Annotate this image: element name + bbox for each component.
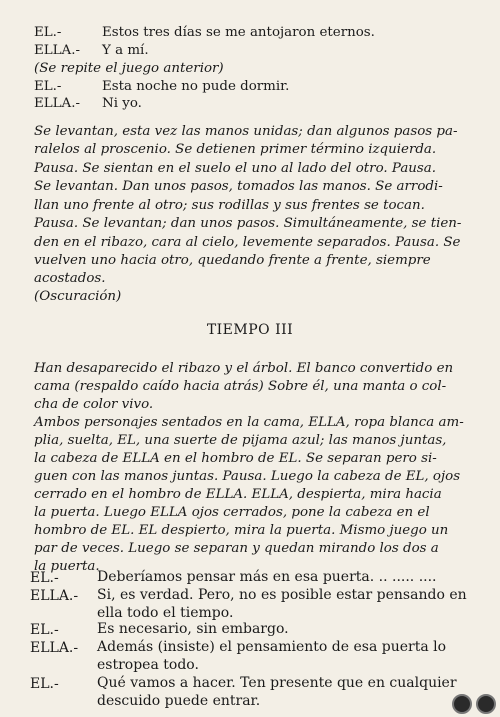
dialogue-line: Qué vamos a hacer. Ten presente que en cualquier: [97, 675, 457, 691]
stage-direction-line: plia, suelta, EL, una suerte de pijama azul; las manos juntas,: [34, 433, 447, 448]
stage-direction-line: Se levantan. Dan unos pasos, tomados las manos. Se arrodi-: [34, 179, 443, 194]
dialogue-line: Ni yo.: [102, 96, 142, 111]
dialogue-stage-note: (Se repite el juego anterior): [34, 61, 224, 76]
stage-direction-line: guen con las manos juntas. Pausa. Luego la cabeza de EL, ojos: [34, 469, 461, 484]
speaker-label: ELLA.-: [30, 640, 79, 656]
stage-direction-line: den en el ribazo, cara al cielo, levemente separados. Pausa. Se: [34, 235, 461, 250]
stage-direction-line: la puerta.: [34, 559, 100, 574]
dialogue-line: ella todo el tiempo.: [97, 605, 234, 621]
corner-dot-icon: [452, 694, 472, 714]
dialogue-line: Y a mí.: [102, 43, 149, 58]
stage-direction-line: Se levantan, esta vez las manos unidas; dan algunos pasos pa-: [34, 124, 458, 139]
stage-direction-line: cama (respaldo caído hacia atrás) Sobre él, una manta o col-: [34, 379, 447, 394]
dialogue-line: Estos tres días se me antojaron eternos.: [102, 25, 375, 40]
stage-direction-line: Pausa. Se levantan; dan unos pasos. Simultáneamente, se tien-: [34, 216, 462, 231]
stage-direction-line: Han desaparecido el ribazo y el árbol. El banco convertido en: [34, 361, 454, 376]
stage-direction-line: cha de color vivo.: [34, 397, 154, 412]
stage-direction-line: ralelos al proscenio. Se detienen primer término izquierda.: [34, 142, 437, 157]
stage-direction-line: la cabeza de ELLA en el hombro de EL. Se separan pero si-: [34, 451, 437, 466]
stage-direction-line: cerrado en el hombro de ELLA. ELLA, despierta, mira hacia: [34, 487, 442, 502]
speaker-label: EL.-: [30, 570, 59, 586]
dialogue-line: Es necesario, sin embargo.: [97, 621, 289, 637]
speaker-label: ELLA.-: [34, 96, 81, 111]
stage-direction-line: par de veces. Luego se separan y quedan mirando los dos a: [34, 541, 439, 556]
stage-direction-line: la puerta. Luego ELLA ojos cerrados, pone la cabeza en el: [34, 505, 430, 520]
stage-direction-line: vuelven uno hacia otro, quedando frente a frente, siempre: [34, 253, 431, 268]
stage-direction-line: acostados.: [34, 271, 106, 286]
dialogue-line: Esta noche no pude dormir.: [102, 79, 290, 94]
speaker-label: EL.-: [30, 622, 59, 638]
section-heading: TIEMPO III: [206, 322, 294, 338]
dialogue-line: Si, es verdad. Pero, no es posible estar pensando en: [97, 587, 467, 603]
dialogue-line: estropea todo.: [97, 657, 199, 673]
speaker-label: EL.-: [34, 25, 62, 40]
speaker-label: EL.-: [34, 79, 62, 94]
stage-direction-line: hombro de EL. EL despierto, mira la puerta. Mismo juego un: [34, 523, 449, 538]
dialogue-line: Además (insiste) el pensamiento de esa puerta lo: [97, 639, 447, 655]
corner-dot-icon: [476, 694, 496, 714]
stage-direction-line: (Oscuración): [34, 289, 122, 304]
speaker-label: ELLA.-: [30, 588, 79, 604]
dialogue-line: Deberíamos pensar más en esa puerta. .. ..... ....: [97, 569, 437, 585]
speaker-label: EL.-: [30, 676, 59, 692]
stage-direction-line: Pausa. Se sientan en el suelo el uno al lado del otro. Pausa.: [34, 161, 437, 176]
dialogue-line: descuido puede entrar.: [97, 693, 261, 709]
stage-direction-line: Ambos personajes sentados en la cama, ELLA, ropa blanca am-: [34, 415, 464, 430]
stage-direction-line: llan uno frente al otro; sus rodillas y sus frentes se tocan.: [34, 198, 425, 213]
speaker-label: ELLA.-: [34, 43, 81, 58]
